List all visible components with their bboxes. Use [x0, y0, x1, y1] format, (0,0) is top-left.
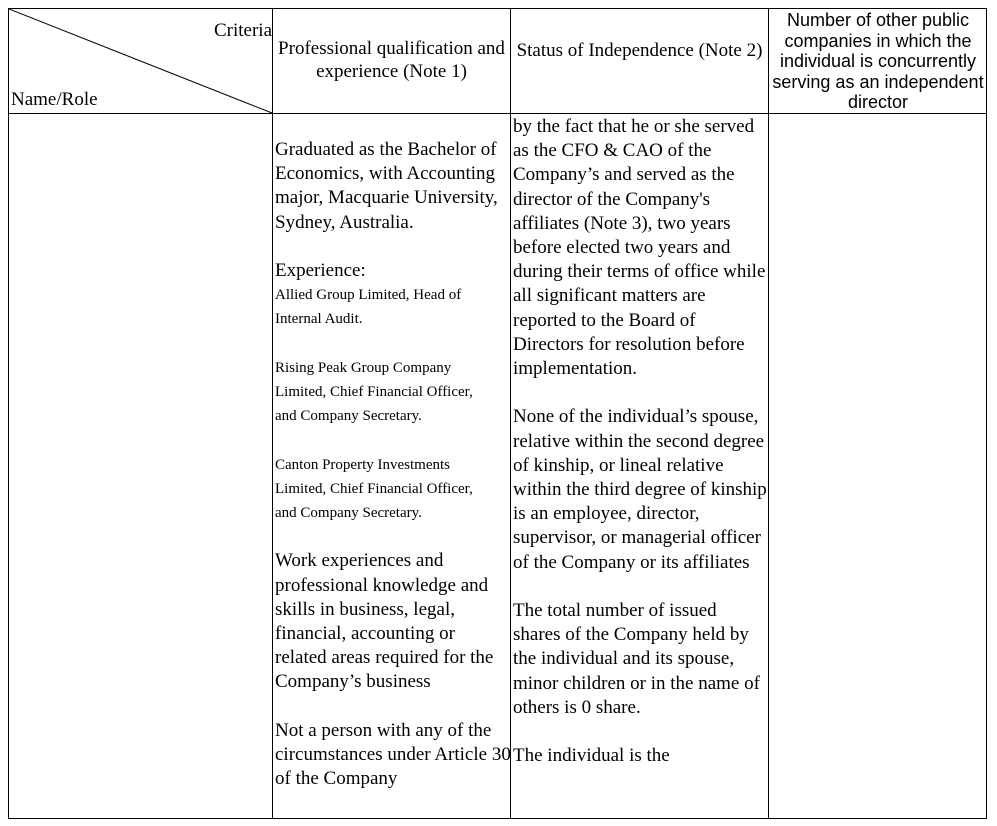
- corner-header-cell: [9, 9, 272, 113]
- qualification-cell: [275, 138, 511, 791]
- experience-line: and Company Secretary.: [275, 408, 422, 425]
- education-text: Graduated as the Bachelor of Economics, with Accounting major, Macquarie University, Sydney, Australia.: [275, 139, 498, 233]
- experience-line: Rising Peak Group Company: [275, 359, 452, 376]
- experience-line: Canton Property Investments: [275, 456, 450, 473]
- criteria-label: Criteria: [213, 20, 272, 41]
- eligibility-text: Not a person with any of the circumstances under Article 30 of the Company: [275, 719, 511, 790]
- independence-paragraph: None of the individual’s spouse, relative within the second degree of kinship, or lineal relative within the third degree of kinship is an employee, director, supervisor, or managerial officer of the Company or its affiliates: [513, 406, 767, 573]
- independence-cell: [513, 115, 767, 768]
- skills-text: Work experiences and professional knowledge and skills in business, legal, financial, accounting or related areas required for the Company’s business: [275, 550, 494, 693]
- name-role-cell: [9, 114, 272, 818]
- column-divider: [272, 9, 273, 818]
- nominee-criteria-table: [8, 8, 987, 819]
- experience-line: and Company Secretary.: [275, 505, 422, 521]
- independence-paragraph: by the fact that he or she served as the CFO & CAO of the Company’s and served as the director of the Company's affiliates (Note 3), two years before elected two years and during their terms of office while all significant matters are reported to the Board of Directors for resolution before implementation.: [513, 116, 766, 380]
- other-companies-cell: [769, 114, 987, 818]
- independence-paragraph: The total number of issued shares of the Company held by the individual and its spouse, minor children or in the name of others is 0 share.: [513, 600, 760, 718]
- experience-line: Internal Audit.: [275, 311, 363, 328]
- qualification-column-header: Professional qualification and experience (Note 1): [278, 38, 505, 82]
- experience-line: Limited, Chief Financial Officer,: [275, 384, 473, 400]
- independence-column-header: Status of Independence (Note 2): [516, 40, 763, 61]
- experience-heading: Experience:: [275, 260, 366, 281]
- independence-paragraph: The individual is the: [513, 745, 670, 767]
- other-companies-column-header: Number of other public companies in which the individual is concurrently serving as an independent director: [772, 10, 984, 112]
- experience-line: Limited, Chief Financial Officer,: [275, 480, 473, 497]
- name-role-label: Name/Role: [11, 89, 98, 110]
- experience-line: Allied Group Limited, Head of: [275, 287, 462, 304]
